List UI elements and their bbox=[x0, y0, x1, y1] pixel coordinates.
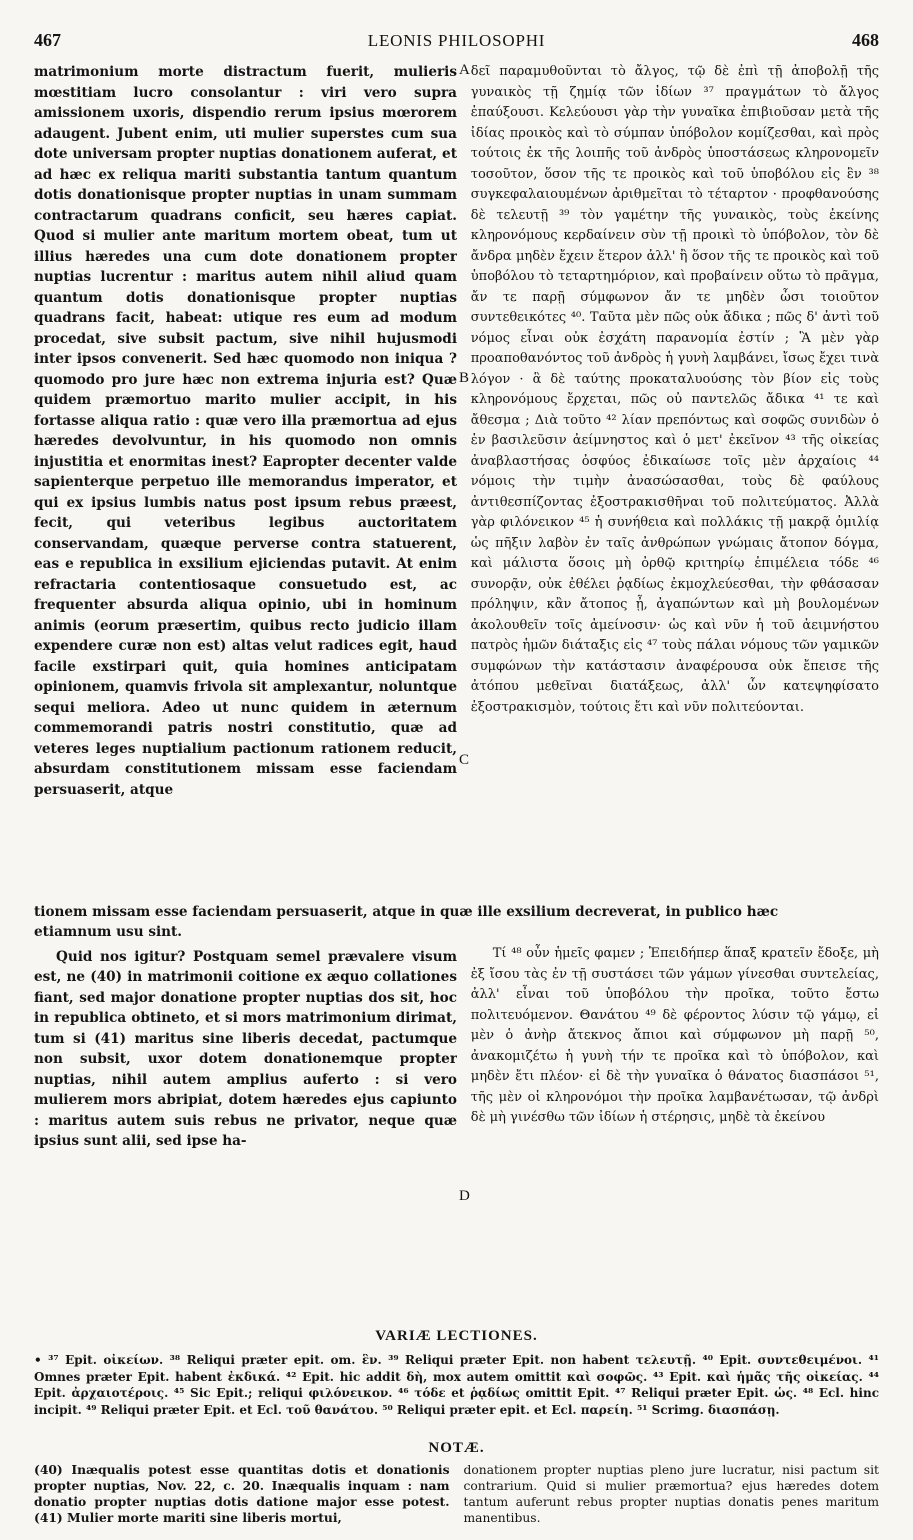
column-gutter-lower bbox=[457, 922, 471, 1312]
latin-column-lower bbox=[34, 922, 457, 1312]
right-page-number: 468 bbox=[852, 30, 879, 50]
margin-letter-a: A bbox=[458, 62, 470, 78]
latin-column-upper bbox=[34, 62, 457, 900]
margin-letter-b: B bbox=[458, 370, 469, 386]
note-left: (40) Inæqualis potest esse quantitas dotis et donationis propter nuptias, Nov. 22, c. 20. Inæqualis inquam : nam donatio propter nuptias dotis datione major esse potest. (41) Mulier morte mariti sine liberis mortui, bbox=[34, 1462, 450, 1525]
note-right: donationem propter nuptias pleno jure lucratur, nisi pactum sit contrarium. Quid si mulier præmortua? ejus hæredes dotem tantum auferunt rebus propter nuptias donatis penes maritum manentibus. bbox=[463, 1463, 879, 1525]
greek-column-upper bbox=[471, 62, 879, 900]
running-title: LEONIS PHILOSOPHI bbox=[367, 31, 546, 50]
variant-readings: • ³⁷ Epit. οἰκείων. ³⁸ Reliqui præter epit. om. ἓν. ³⁹ Reliqui præter Epit. non habent τελευτῇ. ⁴⁰ Epit. συντεθειμένοι. ⁴¹ Omnes præter Epit. habent ἐκδικά. ⁴² Epit. hic addit δὴ, mox autem omittit καὶ σοφῶς. ⁴³ Epit. καὶ ἡμᾶς τῆς οἰκείας. ⁴⁴ Epit. ἀρχαιοτέροις. ⁴⁵ Sic Epit.; reliqui φιλόνεικον. ⁴⁶ τόδε et ῥᾳδίως omittit Epit. ⁴⁷ Reliqui præter Epit. ὡς. ⁴⁸ Ecl. hinc incipit. ⁴⁹ Reliqui præter Epit. et Ecl. τοῦ θανάτου. ⁵⁰ Reliqui præter epit. et Ecl. παρείη. ⁵¹ Scrimg. διασπάσῃ. bbox=[34, 1353, 879, 1417]
full-width-line: tionem missam esse faciendam persuaserit, atque in quæ ille exsilium decreverat, in publico hæc bbox=[34, 904, 779, 920]
latin-paragraph-2: Quid nos igitur? Postquam semel prævalere visum est, ne (40) in matrimonii coitione ex æquo collationes fiant, sed major donatione propter nuptias dos sit, hoc in republica obtineto, et si mors matrimonium dirimat, tum si (41) maritus sine liberis decedat, pactumque non subsit, uxor dotem donationemque propter nuptias, nihil autem amplius auferto : si vero mulierem mors abripiat, dotem hæredes ejus capiunto : maritus autem suis rebus ne privator, neque quæ ipsius sunt alii, sed ipse ha- bbox=[34, 948, 457, 1149]
upper-columns bbox=[34, 62, 879, 900]
margin-letter-d: D bbox=[458, 1188, 470, 1204]
latin-text-upper: matrimonium morte distractum fuerit, mulieris mœstitiam lucro consolantur : viri vero supra amissionem uxoris, dispendio rerum ipsius mœrorem adaugent. Jubent enim, uti mulier superstes cum sua dote universam propter nuptias donationem auferat, et ad hæc ex reliqua mariti substantia tantum quantum dotis donationisque propter nuptias in unam summam contractarum quadrans conficit, seu hæres capiat. Quod si mulier ante maritum mortem obeat, tum ut illius hæredes una cum dote donationem propter nuptias lucrentur : maritus autem nihil aliud quam quantum dotis donationisque propter nuptias quadrans facit, habeat: utique res eum ad modum procedat, sive subsit pactum, sive nihil hujusmodi inter ipsos convenerit. Sed hæc quomodo non iniqua ? quomodo pro jure hæc non extrema injuria est? Quæ quidem præmortuo marito mulier accipit, in his fortasse aliqua ratio : quæ vero illa præmortua ad ejus hæredes devolvuntur, in his quomodo non omnis injustitia et enormitas inest? Eapropter decenter valde sapienterque perpetuo ille memorandus imperator, et qui ex ipsius lumbis natus post ipsum rebus præest, fecit, qui veteribus legibus auctoritatem conservandam, quæque perverse contra statuerent, eas e republica in exsilium ejiciendas putavit. At enim refractaria contentiosaque consuetudo est, ac frequenter absurda aliqua opinio, ubi in hominum animis (eorum præsertim, quibus recto judicio illam expendere curæ non est) altas velut radices egit, haud facile exstirpari quit, quia homines anticipatam opinionem, quamvis frivola sit amplexantur, noluntque sequi meliora. Adeo ut nunc quidem in æternum commemorandi patris nostri constitutio, quæ ad veteres leges nuptialium pactionum rationem reducit, absurdam constitutionem missam esse faciendam persuaserit, atque bbox=[34, 64, 457, 798]
greek-text-upper: δεῖ παραμυθοῦνται τὸ ἄλγος, τῷ δὲ ἐπὶ τῇ ἀποβολῇ τῆς γυναικὸς τῇ ζημίᾳ τῶν ἰδίων ³⁷ πραγμάτων τὸ ἄλγος ἐπαύξουσι. Κελεύουσι γὰρ τὴν γυναῖκα ἐπιβιοῦσαν μετὰ τῆς ἰδίας προικὸς καὶ τὸ σύμπαν ὑπόβολον κομίζεσθαι, καὶ πρὸς τούτοις ἐκ τῆς λοιπῆς τοῦ ἀνδρὸς ὑποστάσεως κληρονομεῖν τοσοῦτον, ὅσον τῆς τε προικὸς καὶ τοῦ ὑποβόλου εἰς ἓν ³⁸ συγκεφαλαιουμένων ἀριθμεῖται τὸ τέταρτον · προφθανούσης δὲ τελευτῇ ³⁹ τὸν γαμέτην τῆς γυναικὸς, τοὺς ἐκείνης κληρονόμους κερδαίνειν σὺν τῇ προικὶ τὸ ὑπόβολον, τὸν δὲ ἄνδρα μηδὲν ἔχειν ἕτερον ἀλλ' ἢ ὅσον τῆς τε προικὸς καὶ τοῦ ὑποβόλου τὸ τεταρτημόριον, καὶ προβαίνειν οὕτω τὸ πρᾶγμα, ἄν τε παρῇ σύμφωνον ἄν τε μηδὲν ὦσι τοιοῦτον συντεθεικότες ⁴⁰. Ταῦτα μὲν πῶς οὐκ ἄδικα ; πῶς δ' ἀντὶ τοῦ νόμος εἶναι οὐκ ἐσχάτη παρανομία ἐστίν ; Ἃ μὲν γὰρ προαποθανόντος τοῦ ἀνδρὸς ἡ γυνὴ λαμβάνει, ἴσως ἔχει τινὰ λόγον · ἃ δὲ ταύτης προκαταλυούσης τὸν βίον εἰς τοὺς κληρονόμους ἔρχεται, πῶς οὐ παντελῶς ἄδικα ⁴¹ τε καὶ ἄθεσμα ; Διὰ τοῦτο ⁴² λίαν πρεπόντως καὶ σοφῶς συνιδὼν ὁ ἐν βασιλεῦσιν ἀείμνηστος καὶ ὁ μετ' ἐκεῖνον ⁴³ τῆς οἰκείας ἀναβλαστήσας ὀσφύος ἐδικαίωσε τοῖς μὲν ἀρχαίοις ⁴⁴ νόμοις τὴν τιμὴν ἀνασώσασθαι, τοὺς δὲ φαύλους ἀντιθεσπίζοντας ἐξοστρακισθῆναι τοῦ πολιτεύματος. Ἀλλὰ γὰρ φιλόνεικον ⁴⁵ ἡ συνήθεια καὶ πολλάκις τῇ μακρᾷ ὁμιλίᾳ ὡς πῆξιν λαβὸν ἐν ταῖς ἀνθρώπων γνώμαις ἄτοπον δόγμα, καὶ μάλιστα ὅσοις μὴ ὀρθῷ κριτηρίῳ ἐπιμέλεια τόδε ⁴⁶ συνορᾷν, οὐκ ἐθέλει ῥᾳδίως ἐκμοχλεύεσθαι, τὴν φθάσασαν πρόληψιν, κἂν ἄτοπος ᾖ, ἀγαπώντων καὶ μὴ βουλομένων ἀκολουθεῖν τοῖς ἀμείνοσιν· ὡς καὶ νῦν ἡ τοῦ ἀειμνήστου πατρὸς ἡμῶν διάταξις εἰς ⁴⁷ τοὺς πάλαι νόμους τῶν γαμικῶν συμφώνων τὴν κατάστασιν ἀναφέρουσα οὐκ ἔπεισε τῆς ἀτόπου μεθεῖναι διατάξεως, ἀλλ' ὧν κατεψηφίσατο ἐξοστρακισμὸν, τούτοις ἔτι καὶ νῦν πολιτεύονται. bbox=[470, 64, 879, 715]
left-page-number: 467 bbox=[34, 30, 61, 50]
lower-columns bbox=[34, 922, 879, 1312]
running-header bbox=[34, 30, 879, 60]
margin-letter-c: C bbox=[458, 752, 469, 768]
greek-text-lower: Τί ⁴⁸ οὖν ἡμεῖς φαμεν ; Ἐπειδήπερ ἅπαξ κρατεῖν ἔδοξε, μὴ ἐξ ἴσου τὰς ἐν τῇ συστάσει τῶν γάμων γίνεσθαι συντελείας, ἀλλ' εἶναι τοῦ ὑποβόλου τὴν προῖκα, τοῦτο ἔστω πολιτευόμενον. Θανάτου ⁴⁹ δὲ φέροντος λύσιν τῷ γάμῳ, εἰ μὲν ὁ ἀνὴρ ἄτεκνος ἄπιοι καὶ σύμφωνον μὴ παρῇ ⁵⁰, ἀνακομιζέτω ἡ γυνὴ τήν τε προῖκα καὶ τὸ ὑπόβολον, καὶ μηδὲν ἔτι πλέον· εἰ δὲ τὴν γυναῖκα ὁ θάνατος διασπάσοι ⁵¹, τῆς μὲν οἱ κληρονόμοι τὴν προῖκα λαμβανέτωσαν, τῷ ἀνδρὶ δὲ μὴ γινέσθω τῶν ἰδίων ἡ στέρησις, μηδὲ τὰ ἐκείνου bbox=[470, 946, 879, 1125]
notae-heading: NOTÆ. bbox=[428, 1440, 485, 1456]
column-gutter bbox=[457, 62, 471, 900]
notes-section bbox=[34, 1462, 879, 1536]
variae-lectiones-heading: VARIÆ LECTIONES. bbox=[375, 1328, 538, 1344]
greek-column-lower bbox=[471, 922, 879, 1312]
latin-text-lower: etiamnum usu sint. bbox=[34, 924, 183, 940]
